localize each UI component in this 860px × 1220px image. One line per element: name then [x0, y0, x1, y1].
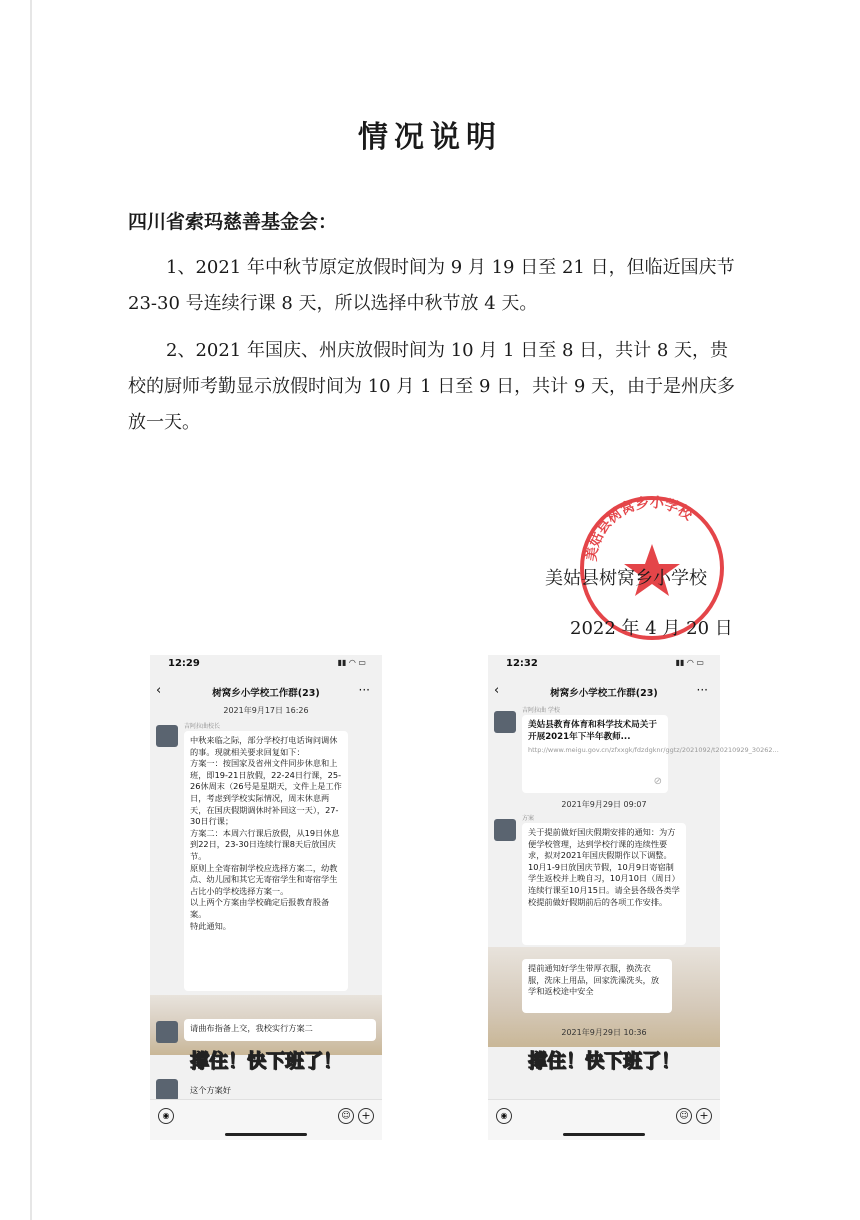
emoji-icon[interactable]: ☺ [676, 1108, 692, 1124]
link-icon: ⊘ [653, 776, 662, 787]
sender-name: 吉阿拉曲 学校 [522, 707, 560, 714]
avatar[interactable] [156, 1021, 178, 1043]
input-bar [488, 1099, 720, 1140]
plus-icon[interactable]: + [358, 1108, 374, 1124]
paragraph-1: 1、2021 年中秋节原定放假时间为 9 月 19 日至 21 日，但临近国庆节 23-30 号连续行课 8 天，所以选择中秋节放 4 天。 [128, 257, 735, 314]
status-time: 12:32 [506, 658, 538, 669]
status-time: 12:29 [168, 658, 200, 669]
document-title: 情况说明 [358, 120, 502, 155]
sender-name: 方案 [522, 815, 535, 822]
chat-title: 树窝乡小学校工作群(23) [550, 688, 658, 699]
chat-navbar [150, 683, 382, 701]
voice-icon[interactable]: ◉ [158, 1108, 174, 1124]
avatar[interactable] [156, 725, 178, 747]
paragraph-2: 2、2021 年国庆、州庆放假时间为 10 月 1 日至 8 日，共计 8 天，贵校的厨师考勤显示放假时间为 10 月 1 日至 9 日，共计 9 天，由于是州庆多放一天。 [128, 340, 736, 433]
signature-date: 2022 年 4 月 20 日 [570, 618, 733, 639]
message-bubble[interactable]: 关于提前做好国庆假期安排的通知：为方便学校管理，达到学校行课的连续性要求，拟对2021年国庆假期作以下调整。 10月1-9日放国庆节假，10月9日寄宿制学生返校并上晚自习，10月10日（周日）连续行课至10月15日。请全县各级各类学校提前做好假期前后的各项工作安排。 [522, 823, 686, 945]
seal-text: 美姑县树窝乡小学校 [583, 494, 696, 563]
avatar[interactable] [494, 711, 516, 733]
message-bubble[interactable]: 这个方案好 [190, 1085, 231, 1095]
timestamp: 2021年9月17日 16:26 [223, 706, 309, 715]
status-icons: ▮▮ ◠ ▭ [337, 658, 366, 667]
message-bubble[interactable]: 中秋来临之际，部分学校打电话询问调休的事。现就相关要求回复如下： 方案一：按国家及省州文件同步休息和上班，即19-21日放假，22-24日行课，25-26休周末（26号是星期天，文件上是工作日，考虑到学校实际情况，周末休息两天，在国庆假期调休时补回这一天），27-30日行课； 方案二：本周六行课后放假，从19日休息到22日，23-30日连续行课8天后放国庆节。 原则上全寄宿制学校应选择方案二，幼教点、幼儿园和其它无寄宿学生和寄宿学生占比小的学校选择方案一。 以上两个方案由学校确定后报教育股备案。 特此通知。 [184, 731, 348, 991]
scan-edge [30, 0, 32, 1220]
sticker-banner: 撑住！快下班了！ [527, 1050, 680, 1072]
voice-icon[interactable]: ◉ [496, 1108, 512, 1124]
chevron-left-icon[interactable]: ‹ [494, 683, 500, 698]
message-bubble[interactable]: 请曲布指备上交，我校实行方案二 [184, 1019, 376, 1041]
chat-navbar [488, 683, 720, 701]
signature-org: 美姑县树窝乡小学校 [545, 568, 707, 589]
screenshot-left [150, 655, 382, 1140]
plus-icon[interactable]: + [696, 1108, 712, 1124]
more-dots-icon[interactable]: ··· [696, 683, 708, 697]
recipient-line: 四川省索玛慈善基金会： [128, 211, 338, 233]
timestamp: 2021年9月29日 09:07 [561, 800, 647, 809]
sticker-banner: 撑住！快下班了！ [189, 1050, 342, 1072]
message-bubble[interactable]: 提前通知好学生带厚衣服，换洗衣服，洗床上用品，回家洗澡洗头，放学和返校途中安全 [522, 959, 672, 1013]
home-indicator [225, 1133, 307, 1136]
input-bar [150, 1099, 382, 1140]
emoji-icon[interactable]: ☺ [338, 1108, 354, 1124]
timestamp: 2021年9月29日 10:36 [561, 1028, 647, 1037]
link-card[interactable] [522, 715, 779, 793]
chat-title: 树窝乡小学校工作群(23) [212, 688, 320, 699]
svg-text:美姑县树窝乡小学校 [583, 494, 697, 562]
sender-name: 吉阿拉曲校长 [184, 723, 221, 730]
home-indicator [563, 1133, 645, 1136]
link-url: http://www.meigu.gov.cn/zfxxgk/fdzdgknr/ggtz/2021092/t20210929_30262... [528, 746, 779, 754]
chevron-left-icon[interactable]: ‹ [156, 683, 162, 698]
link-title: 美姑县教育体育和科学技术局关于开展2021年下半年教师... [528, 720, 657, 742]
avatar[interactable] [156, 1079, 178, 1101]
screenshot-right [488, 655, 779, 1140]
more-dots-icon[interactable]: ··· [358, 683, 370, 697]
avatar[interactable] [494, 819, 516, 841]
status-icons: ▮▮ ◠ ▭ [675, 658, 704, 667]
